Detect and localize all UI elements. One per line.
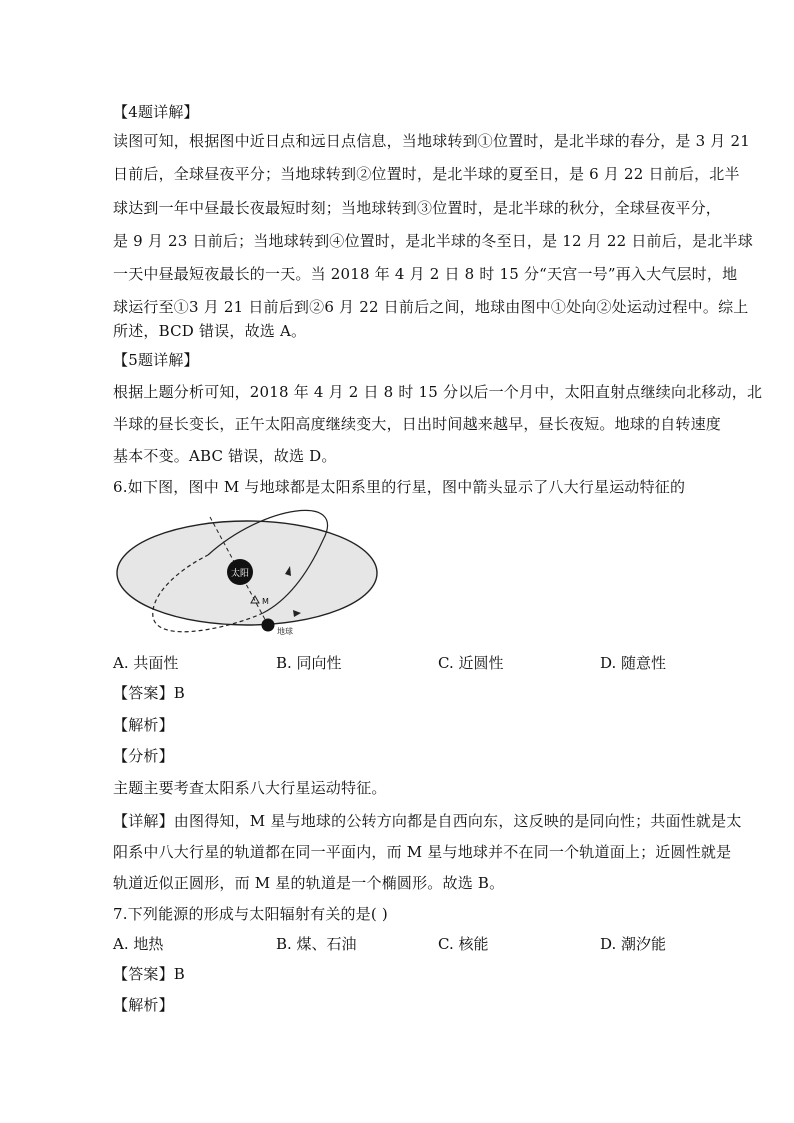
q4-line-6: 球运行至①3 月 21 日前后到②6 月 22 日前后之间，地球由图中①处向②处运动过程中。综上 [113,298,749,316]
q5-line-3: 基本不变。ABC 错误，故选 D。 [113,447,337,465]
q6-analysis-heading: 【解析】 [113,716,174,734]
q4-line-1: 读图可知，根据图中近日点和远日点信息，当地球转到①位置时，是北半球的春分，是 3 月 21 [113,132,750,150]
q4-line-5: 一天中昼最短夜最长的一天。当 2018 年 4 月 2 日 8 时 15 分“天宫一号”再入大气层时，地 [113,265,738,283]
q7-option-d: D. 潮汐能 [600,935,667,953]
q7-question: 7.下列能源的形成与太阳辐射有关的是( ) [113,905,388,923]
q6-option-a: A. 共面性 [113,654,179,672]
q4-heading: 【4题详解】 [113,103,199,121]
q7-option-b: B. 煤、石油 [276,935,357,953]
q4-line-2: 日前后，全球昼夜平分；当地球转到②位置时，是北半球的夏至日，是 6 月 22 日前后，北半 [113,165,740,183]
q7-option-a: A. 地热 [113,935,164,953]
earth-label: 地球 [277,627,293,636]
q5-line-2: 半球的昼长变长，正午太阳高度继续变大，日出时间越来越早，昼长夜短。地球的自转速度 [113,415,722,433]
q6-detail-line-1: 【详解】由图得知，M 星与地球的公转方向都是自西向东，这反映的是同向性；共面性就是太 [113,812,742,830]
q6-option-d: D. 随意性 [600,654,667,672]
q7-answer: 【答案】B [113,965,186,983]
q4-line-4: 是 9 月 23 日前后；当地球转到④位置时，是北半球的冬至日，是 12 月 22 日前后，是北半球 [113,232,753,250]
q6-detail-line-2: 阳系中八大行星的轨道都在同一平面内，而 M 星与地球并不在同一个轨道面上；近圆性就是 [113,843,732,861]
q7-option-c: C. 核能 [438,935,489,953]
q5-line-1: 根据上题分析可知，2018 年 4 月 2 日 8 时 15 分以后一个月中，太阳直射点继续向北移动，北 [113,383,763,401]
q6-fenxi-heading: 【分析】 [113,747,174,765]
m-label: M [262,597,269,606]
q5-heading: 【5题详解】 [113,351,199,369]
q6-fenxi-text: 主题主要考查太阳系八大行星运动特征。 [113,779,387,797]
q6-answer: 【答案】B [113,684,186,702]
sun-label: 太阳 [230,569,250,579]
q4-line-7: 所述，BCD 错误，故选 A。 [113,322,307,340]
q7-analysis-heading: 【解析】 [113,996,174,1014]
q4-line-3: 球达到一年中昼最长夜最短时刻；当地球转到③位置时，是北半球的秋分，全球昼夜平分， [113,199,722,217]
q6-option-c: C. 近圆性 [438,654,504,672]
earth-body [262,619,275,632]
q6-detail-line-3: 轨道近似正圆形，而 M 星的轨道是一个椭圆形。故选 B。 [113,874,505,892]
orbit-figure [113,505,383,650]
q6-option-b: B. 同向性 [276,654,342,672]
q6-question: 6.如下图，图中 M 与地球都是太阳系里的行星，图中箭头显示了八大行星运动特征的 [113,478,686,496]
